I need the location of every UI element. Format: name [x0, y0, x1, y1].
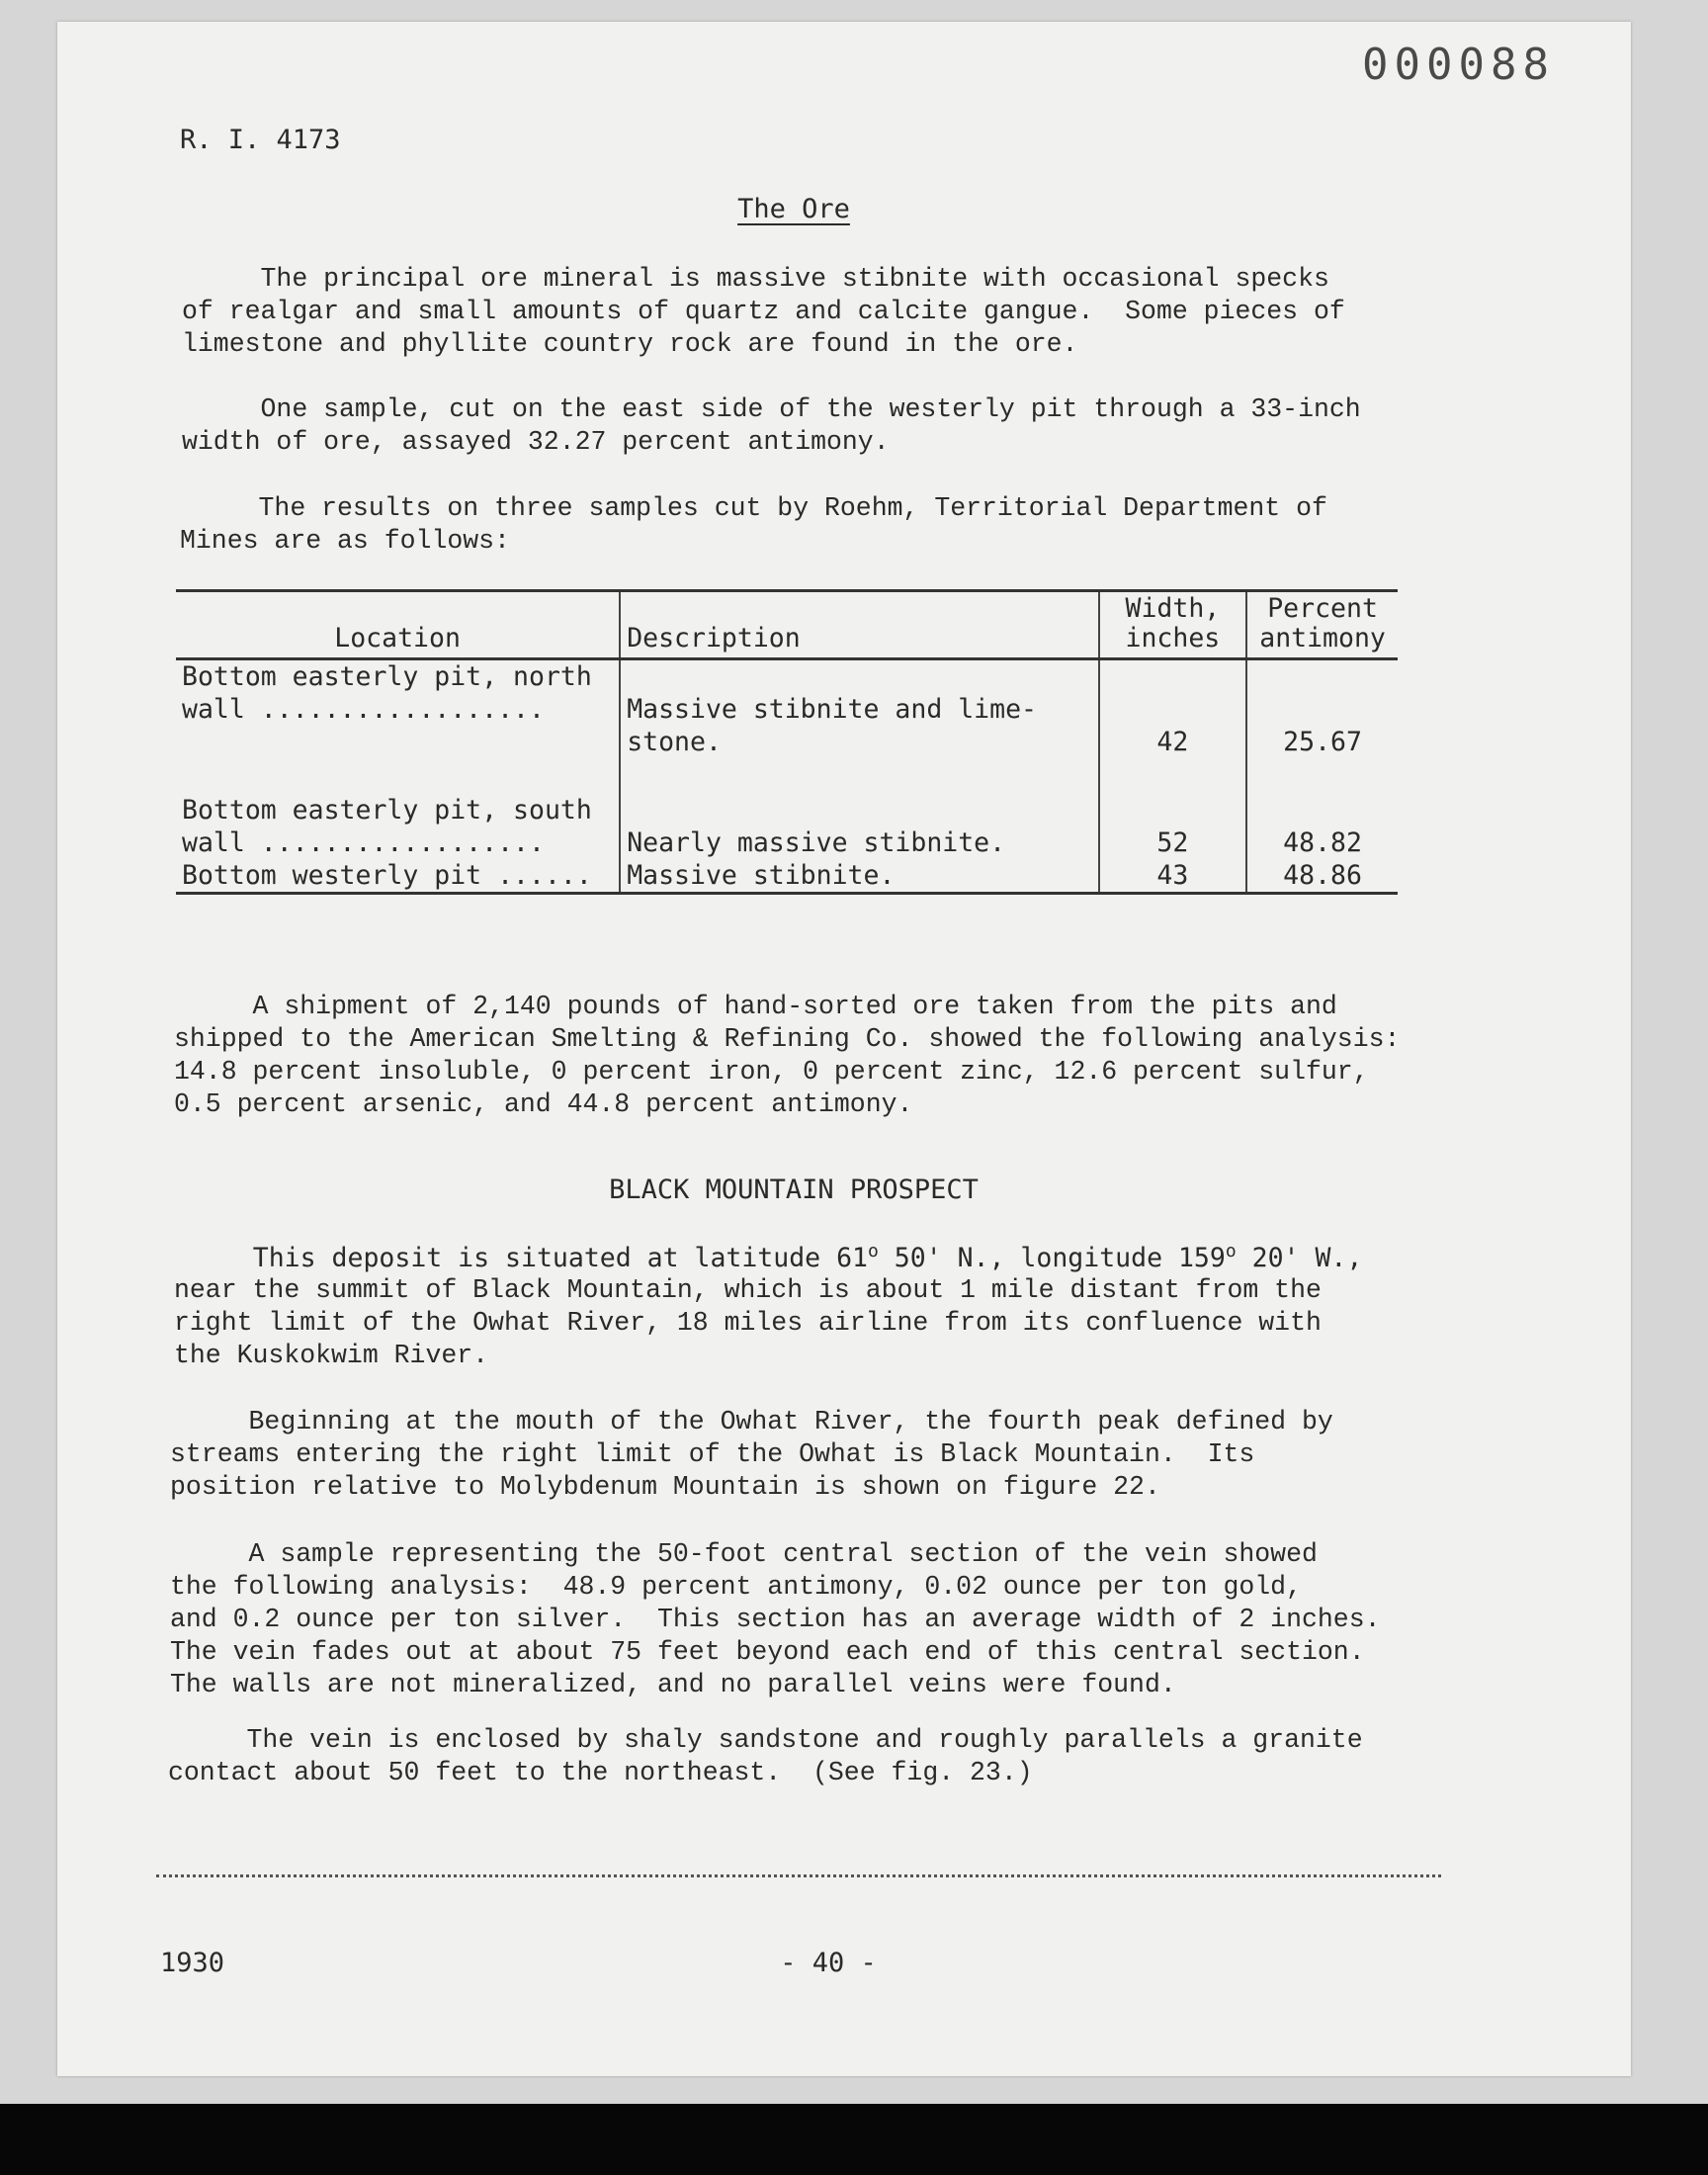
row3-width: 43	[1099, 859, 1247, 894]
table-row	[176, 859, 1398, 894]
row1-width: 42	[1099, 726, 1247, 758]
black-mountain-paragraph-2: Beginning at the mouth of the Owhat River, the fourth peak defined by streams entering the right limit of the Owhat is Black Mountain. Its position relative to Molybdenum Mountain is shown on figure 22.	[170, 1407, 1333, 1502]
degree-symbol: o	[1225, 1241, 1237, 1262]
table-header-row	[176, 591, 1398, 659]
footer-year: 1930	[160, 1948, 225, 1978]
black-mountain-paragraph-1-line1	[174, 1242, 1708, 1274]
table-row	[176, 794, 1398, 826]
page-number: - 40 -	[780, 1948, 877, 1978]
header-location: Location	[176, 591, 620, 659]
scan-bottom-band	[0, 2104, 1708, 2175]
black-mountain-paragraph-3: A sample representing the 50-foot central section of the vein showed the following analysis: 48.9 percent antimony, 0.02 ounce per ton gold, and 0.2 ounce per ton silver. This section has an average width of 2 inches. The vein fades out at about 75 feet beyond each end of this central section. The walls are not mineralized, and no parallel veins were found.	[170, 1539, 1381, 1699]
ore-paragraph-1: The principal ore mineral is massive stibnite with occasional specks of realgar and small amounts of quartz and calcite gangue. Some pieces of limestone and phyllite country rock are found in the ore.	[182, 264, 1345, 359]
header-width-line2: inches	[1125, 623, 1221, 653]
black-mountain-title: BLACK MOUNTAIN PROSPECT	[609, 1174, 979, 1205]
row1-description-line1: Massive stibnite and lime-	[620, 693, 1098, 726]
header-percent-line1: Percent	[1267, 593, 1378, 624]
bm-para1-part-a: This deposit is situated at latitude 61	[174, 1243, 868, 1273]
row3-percent: 48.86	[1283, 860, 1362, 891]
black-mountain-paragraph-4: The vein is enclosed by shaly sandstone and roughly parallels a granite contact about 50 feet to the northeast. (See fig. 23.)	[168, 1725, 1363, 1787]
bm-para1-part-c: 20' W.,	[1236, 1243, 1363, 1273]
header-percent	[1246, 591, 1398, 659]
table-row	[176, 659, 1398, 694]
row2-percent: 48.82	[1283, 827, 1362, 858]
header-percent-line2: antimony	[1259, 623, 1386, 653]
table-row	[176, 826, 1398, 859]
header-width-line1: Width,	[1125, 593, 1221, 624]
degree-symbol: o	[868, 1241, 879, 1262]
bm-para1-part-b: 50' N., longitude 159	[878, 1243, 1226, 1273]
row1-percent: 25.67	[1283, 727, 1362, 757]
row1-location-line1: Bottom easterly pit, north	[176, 659, 620, 694]
row1-description-line2: stone.	[620, 726, 1098, 758]
document-page	[57, 22, 1631, 2076]
document-number: 000088	[1362, 40, 1555, 90]
ore-paragraph-3: The results on three samples cut by Roehm, Territorial Department of Mines are as follows:	[180, 493, 1327, 556]
header-description: Description	[620, 591, 1098, 659]
row3-description: Massive stibnite.	[620, 859, 1098, 894]
row2-location-line2: wall ..................	[176, 826, 620, 859]
table-row	[176, 693, 1398, 726]
row1-location-line2: wall ..................	[176, 693, 620, 726]
black-mountain-paragraph-1-rest: near the summit of Black Mountain, which is about 1 mile distant from the right limit of the Owhat River, 18 miles airline from its confluence with the Kuskokwim River.	[174, 1275, 1322, 1370]
row2-width: 52	[1099, 826, 1247, 859]
row3-location: Bottom westerly pit ......	[176, 859, 620, 894]
ore-section-title: The Ore	[737, 194, 850, 224]
row2-location-line1: Bottom easterly pit, south	[176, 794, 620, 826]
ore-samples-table	[176, 589, 1398, 895]
ore-paragraph-2: One sample, cut on the east side of the westerly pit through a 33-inch width of ore, assayed 32.27 percent antimony.	[182, 394, 1361, 457]
shipment-paragraph: A shipment of 2,140 pounds of hand-sorted ore taken from the pits and shipped to the American Smelting & Refining Co. showed the following analysis: 14.8 percent insoluble, 0 percent iron, 0 percent zinc, 12.6 percent sulfur, 0.5 percent arsenic, and 44.8 percent antimony.	[174, 992, 1401, 1119]
footnote-divider	[156, 1874, 1441, 1877]
header-width	[1099, 591, 1247, 659]
row2-description: Nearly massive stibnite.	[620, 826, 1098, 859]
table-row	[176, 726, 1398, 758]
report-id: R. I. 4173	[180, 125, 341, 155]
